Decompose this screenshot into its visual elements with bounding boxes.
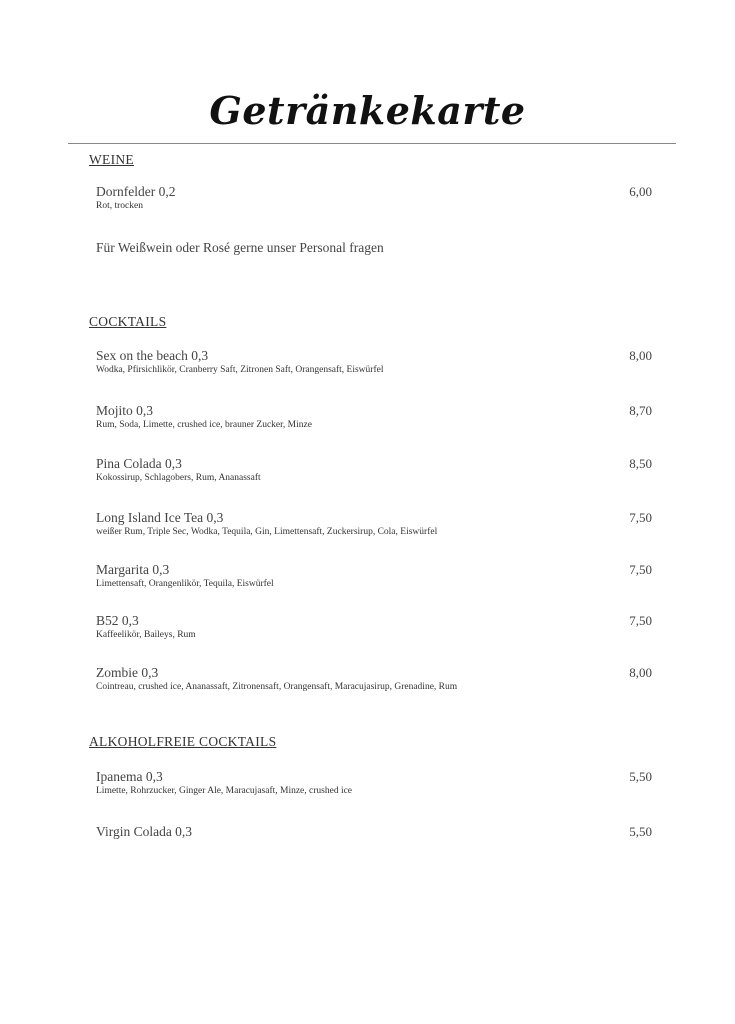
menu-item bbox=[96, 613, 652, 642]
item-price: 8,70 bbox=[629, 403, 652, 418]
item-price: 7,50 bbox=[629, 510, 652, 525]
item-name: Dornfelder 0,2 bbox=[96, 184, 176, 199]
item-price: 7,50 bbox=[629, 613, 652, 628]
item-description: Rot, trocken bbox=[96, 201, 143, 211]
item-price: 5,50 bbox=[629, 824, 652, 839]
item-description: Kaffeelikör, Baileys, Rum bbox=[96, 630, 196, 640]
item-description: Kokossirup, Schlagobers, Rum, Ananassaft bbox=[96, 473, 261, 483]
wine-note: Für Weißwein oder Rosé gerne unser Personal fragen bbox=[96, 240, 384, 255]
item-description: weißer Rum, Triple Sec, Wodka, Tequila, Gin, Limettensaft, Zuckersirup, Cola, Eiswürfel bbox=[96, 527, 438, 537]
menu-item bbox=[96, 769, 652, 798]
menu-item bbox=[96, 824, 652, 840]
menu-item bbox=[96, 510, 652, 539]
item-name: Virgin Colada 0,3 bbox=[96, 824, 193, 839]
section-heading-weine: WEINE bbox=[89, 152, 134, 167]
item-name: Margarita 0,3 bbox=[96, 562, 170, 577]
item-name: Mojito 0,3 bbox=[96, 403, 154, 418]
item-price: 5,50 bbox=[629, 769, 652, 784]
item-name: Zombie 0,3 bbox=[96, 665, 159, 680]
item-price: 8,50 bbox=[629, 456, 652, 471]
title-divider bbox=[68, 143, 676, 144]
menu-item bbox=[96, 348, 652, 377]
item-description: Wodka, Pfirsichlikör, Cranberry Saft, Zitronen Saft, Orangensaft, Eiswürfel bbox=[96, 365, 384, 375]
section-heading-cocktails: COCKTAILS bbox=[89, 314, 167, 329]
item-name: Long Island Ice Tea 0,3 bbox=[96, 510, 224, 525]
menu-title: Getränkekarte bbox=[209, 88, 526, 133]
item-name: B52 0,3 bbox=[96, 613, 139, 628]
item-description: Rum, Soda, Limette, crushed ice, brauner Zucker, Minze bbox=[96, 420, 312, 430]
section-heading-alkoholfreie-cocktails: ALKOHOLFREIE COCKTAILS bbox=[89, 734, 277, 749]
item-description: Limettensaft, Orangenlikör, Tequila, Eiswürfel bbox=[96, 579, 274, 589]
item-name: Ipanema 0,3 bbox=[96, 769, 163, 784]
item-name: Pina Colada 0,3 bbox=[96, 456, 182, 471]
item-price: 8,00 bbox=[629, 348, 652, 363]
menu-item bbox=[96, 665, 652, 694]
menu-item bbox=[96, 403, 652, 432]
item-description: Limette, Rohrzucker, Ginger Ale, Maracujasaft, Minze, crushed ice bbox=[96, 786, 353, 796]
item-description: Cointreau, crushed ice, Ananassaft, Zitronensaft, Orangensaft, Maracujasirup, Grenadine, Rum bbox=[96, 682, 458, 692]
menu-item bbox=[96, 184, 652, 213]
menu-item bbox=[96, 562, 652, 591]
item-price: 7,50 bbox=[629, 562, 652, 577]
menu-item bbox=[96, 456, 652, 485]
item-price: 8,00 bbox=[629, 665, 652, 680]
item-price: 6,00 bbox=[629, 184, 652, 199]
item-name: Sex on the beach 0,3 bbox=[96, 348, 209, 363]
